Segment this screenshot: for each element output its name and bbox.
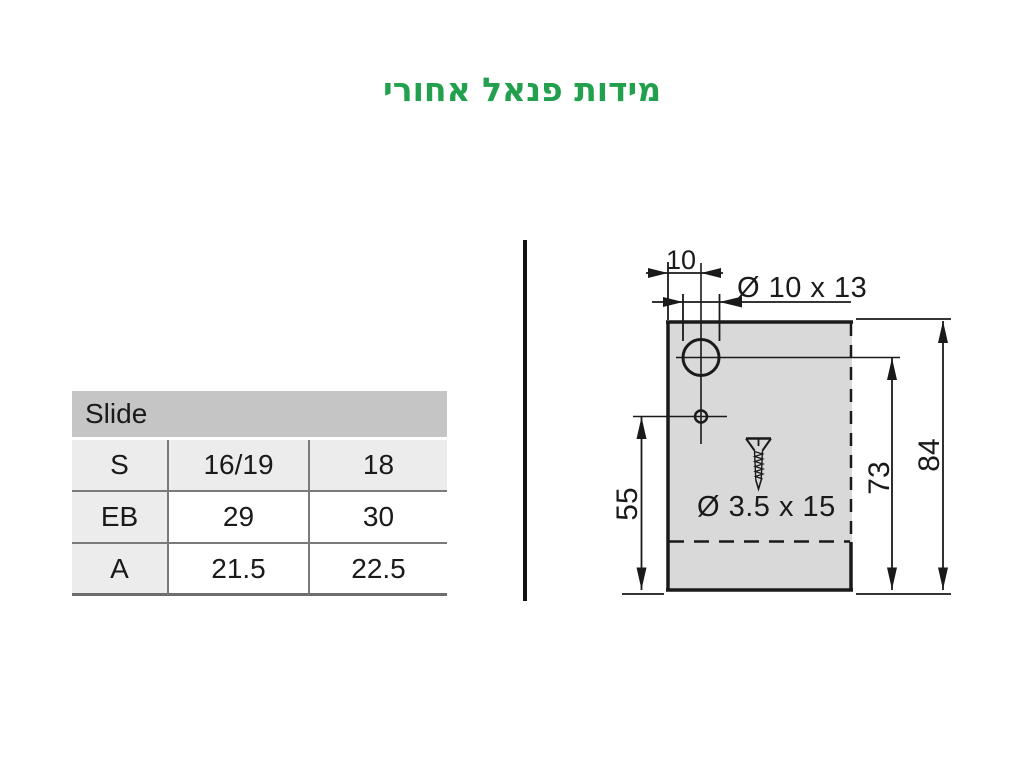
panel-outline — [666, 321, 853, 592]
dim-84-label: 84 — [913, 438, 946, 472]
row-eb-col2: 30 — [308, 492, 447, 544]
dim-hole-10x13-label: Ø 10 x 13 — [737, 272, 868, 304]
dim-73-label: 73 — [863, 461, 896, 495]
row-s-col2: 18 — [308, 440, 447, 492]
row-s-col1: 16/19 — [167, 440, 308, 492]
table-header-slide: Slide — [72, 391, 447, 440]
row-a-col1: 21.5 — [167, 544, 308, 596]
row-eb-col1: 29 — [167, 492, 308, 544]
row-a-col2: 22.5 — [308, 544, 447, 596]
row-a-label: A — [72, 544, 167, 596]
row-eb-label: EB — [72, 492, 167, 544]
dim-screw-label: Ø 3.5 x 15 — [697, 491, 836, 523]
page-title: מידות פנאל אחורי — [383, 70, 662, 109]
row-s-label: S — [72, 440, 167, 492]
dim-10-label: 10 — [665, 245, 697, 275]
dim-55-label: 55 — [611, 487, 644, 521]
